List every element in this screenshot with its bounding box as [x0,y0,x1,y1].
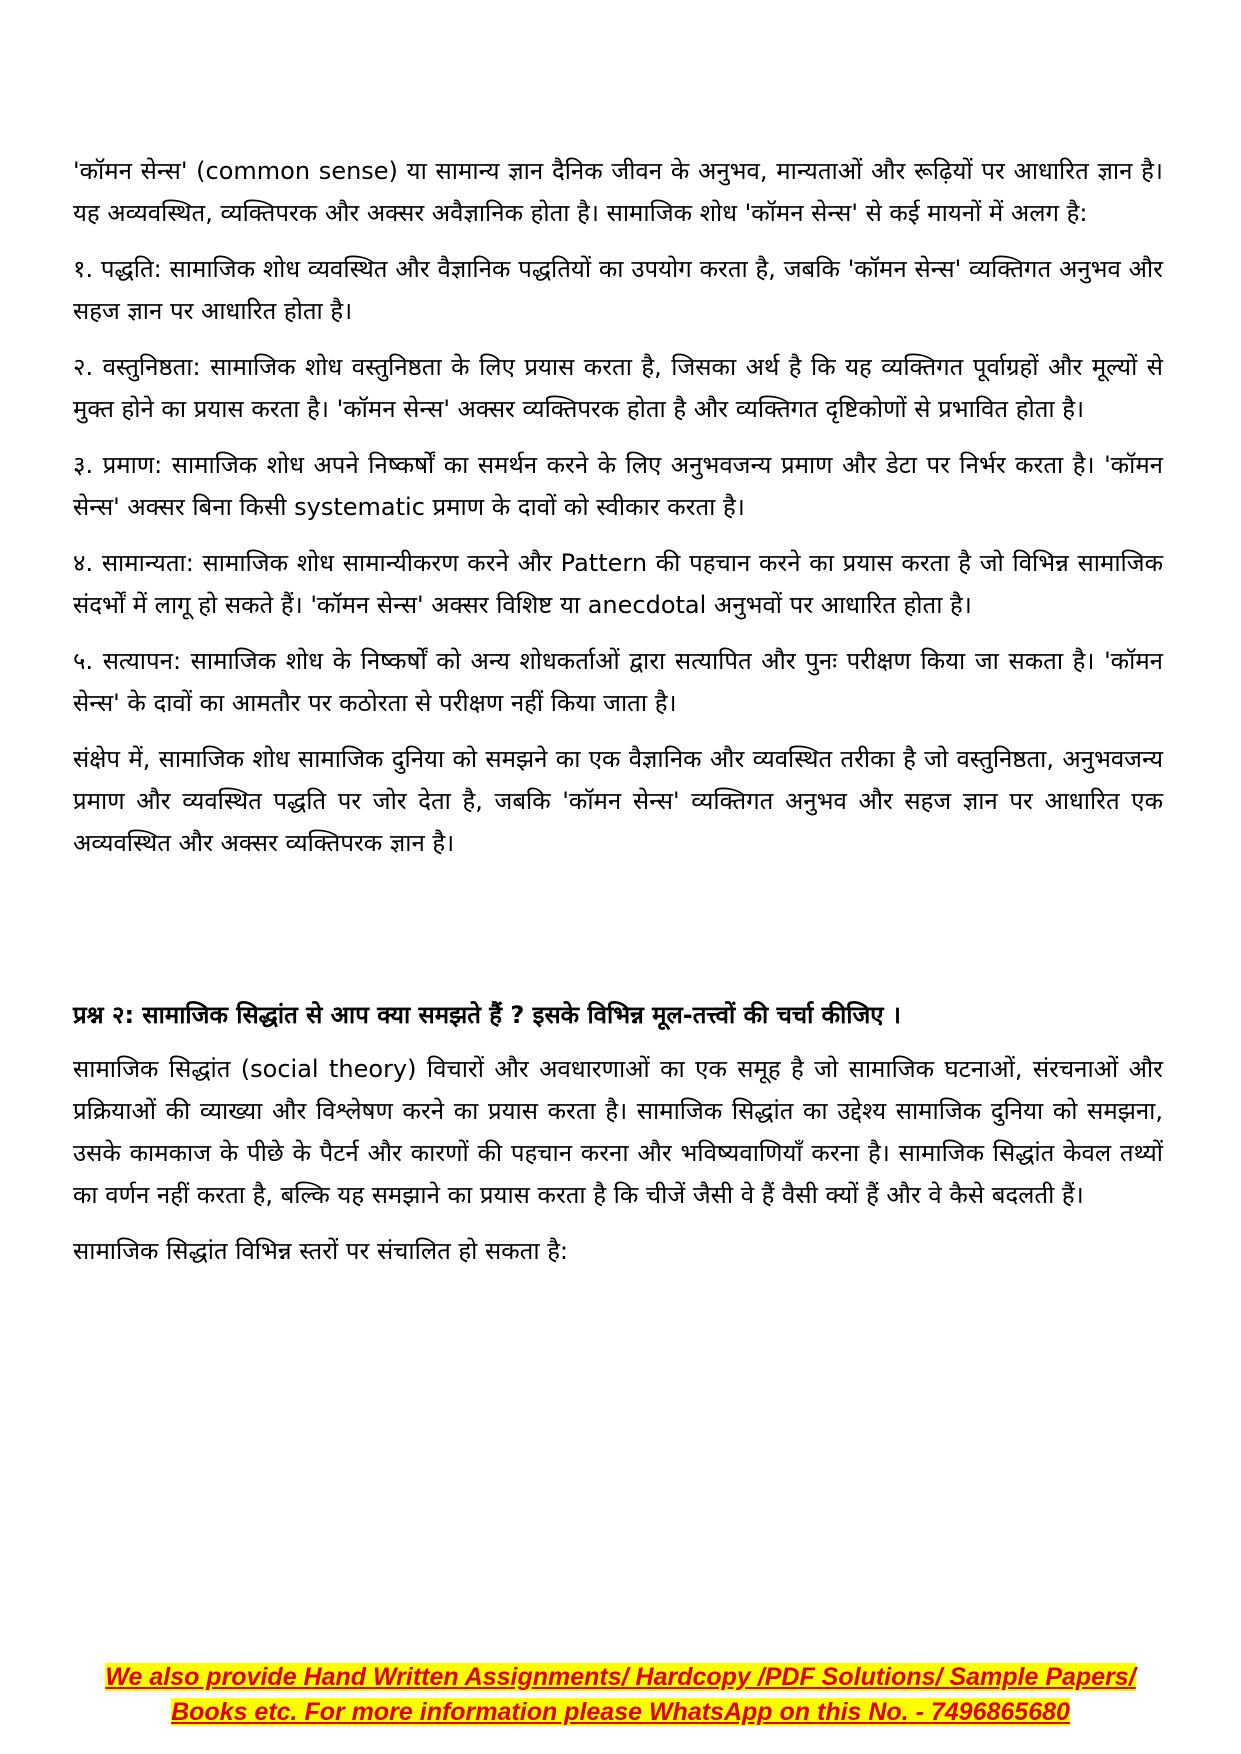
footer-line-1: We also provide Hand Written Assignments/ Hardcopy /PDF Solutions/ Sample Papers/ [105,1663,1136,1691]
intro-paragraph: 'कॉमन सेन्स' (common sense) या सामान्य ज्ञान दैनिक जीवन के अनुभव, मान्यताओं और रूढ़ियों पर आधारित ज्ञान है। यह अव्यवस्थित, व्यक्तिपरक और अक्सर अवैज्ञानिक होता है। सामाजिक शोध 'कॉमन सेन्स' से कई मायनों में अलग है: [73,157,1163,227]
question-heading: प्रश्न २: सामाजिक सिद्धांत से आप क्या समझते हैं ? इसके विभिन्न मूल-तत्त्वों की चर्चा कीजिए । [73,1001,902,1029]
answer-levels-intro: सामाजिक सिद्धांत विभिन्न स्तरों पर संचालित हो सकता है: [73,1237,569,1265]
point-generality: ४. सामान्यता: सामाजिक शोध सामान्यीकरण करने और Pattern की पहचान करने का प्रयास करता है जो विभिन्न सामाजिक संदर्भों में लागू हो सकते हैं। 'कॉमन सेन्स' अक्सर विशिष्ट या anecdotal अनुभवों पर आधारित होता है। [73,549,1163,619]
summary-paragraph: संक्षेप में, सामाजिक शोध सामाजिक दुनिया को समझने का एक वैज्ञानिक और व्यवस्थित तरीका है जो वस्तुनिष्ठता, अनुभवजन्य प्रमाण और व्यवस्थित पद्धति पर जोर देता है, जबकि 'कॉमन सेन्स' व्यक्तिगत अनुभव और सहज ज्ञान पर आधारित एक अव्यवस्थित और अक्सर व्यक्तिपरक ज्ञान है। [73,745,1163,857]
promo-footer [0,1660,1241,1730]
answer-paragraph: सामाजिक सिद्धांत (social theory) विचारों और अवधारणाओं का एक समूह है जो सामाजिक घटनाओं, संरचनाओं और प्रक्रियाओं की व्याख्या और विश्लेषण करने का प्रयास करता है। सामाजिक सिद्धांत का उद्देश्य सामाजिक दुनिया को समझना, उसके कामकाज के पीछे के पैटर्न और कारणों की पहचान करना और भविष्यवाणियाँ करना है। सामाजिक सिद्धांत केवल तथ्यों का वर्णन नहीं करता है, बल्कि यह समझाने का प्रयास करता है कि चीजें जैसी वे हैं वैसी क्यों हैं और वे कैसे बदलती हैं। [73,1055,1163,1209]
point-methodology: १. पद्धति: सामाजिक शोध व्यवस्थित और वैज्ञानिक पद्धतियों का उपयोग करता है, जबकि 'कॉमन सेन्स' व्यक्तिगत अनुभव और सहज ज्ञान पर आधारित होता है। [73,255,1163,325]
point-objectivity: २. वस्तुनिष्ठता: सामाजिक शोध वस्तुनिष्ठता के लिए प्रयास करता है, जिसका अर्थ है कि यह व्यक्तिगत पूर्वाग्रहों और मूल्यों से मुक्त होने का प्रयास करता है। 'कॉमन सेन्स' अक्सर व्यक्तिपरक होता है और व्यक्तिगत दृष्टिकोणों से प्रभावित होता है। [73,353,1163,423]
point-verification: ५. सत्यापन: सामाजिक शोध के निष्कर्षों को अन्य शोधकर्ताओं द्वारा सत्यापित और पुनः परीक्षण किया जा सकता है। 'कॉमन सेन्स' के दावों का आमतौर पर कठोरता से परीक्षण नहीं किया जाता है। [73,647,1163,717]
footer-line-2: Books etc. For more information please WhatsApp on this No. - 7496865680 [171,1698,1070,1726]
document-page [73,150,1163,1286]
point-evidence: ३. प्रमाण: सामाजिक शोध अपने निष्कर्षों का समर्थन करने के लिए अनुभवजन्य प्रमाण और डेटा पर निर्भर करता है। 'कॉमन सेन्स' अक्सर बिना किसी systematic प्रमाण के दावों को स्वीकार करता है। [73,451,1163,521]
